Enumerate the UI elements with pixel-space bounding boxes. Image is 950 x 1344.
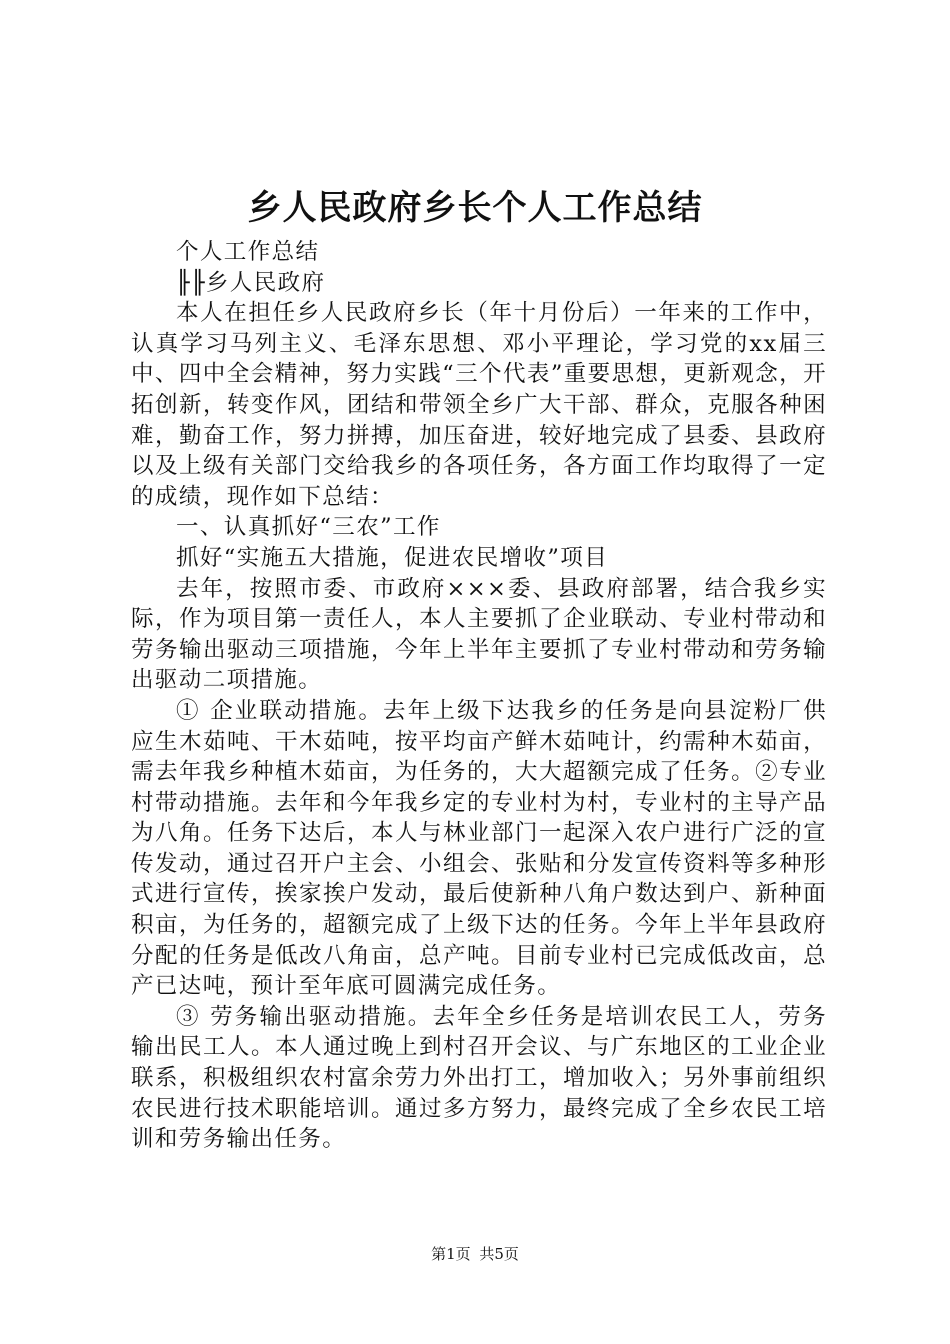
paragraph-intro: 本人在担任乡人民政府乡长（年十月份后）一年来的工作中，认真学习马列主义、毛泽东思想、邓小平理论，学习党的xx届三中、四中全会精神，努力实践“三个代表”重要思想，更新观念，开拓创新，转变作风，团结和带领全乡广大干部、群众，克服各种困难，勤奋工作，努力拼搏，加压奋进，较好地完成了县委、县政府以及上级有关部门交给我乡的各项任务，各方面工作均取得了一定的成绩，现作如下总结：	[131, 300, 827, 510]
paragraph-organization: ╟╟乡人民政府	[176, 269, 326, 296]
section-heading-sannong: 一、认真抓好“三农”工作	[176, 514, 441, 541]
page-total: 共5页	[479, 1245, 519, 1263]
page-number: 第1页	[431, 1245, 471, 1263]
document-body	[131, 237, 827, 1155]
document-title: 乡人民政府乡长个人工作总结	[247, 188, 703, 228]
paragraph-measures-1-2: ① 企业联动措施。去年上级下达我乡的任务是向县淀粉厂供应生木茹吨、干木茹吨，按平均亩产鲜木茹吨计，约需种木茹亩，需去年我乡种植木茹亩，为任务的，大大超额完成了任务。②专业村带动措施。去年和今年我乡定的专业村为村，专业村的主导产品为八角。任务下达后，本人与林业部门一起深入农户进行广泛的宣传发动，通过召开户主会、小组会、张贴和分发宣传资料等多种形式进行宣传，挨家挨户发动，最后使新种八角户数达到户、新种面积亩，为任务的，超额完成了上级下达的任务。今年上半年县政府分配的任务是低改八角亩，总产吨。目前专业村已完成低改亩，总产已达吨，预计至年底可圆满完成任务。	[131, 697, 827, 1000]
subheading-project: 抓好“实施五大措施，促进农民增收”项目	[176, 544, 609, 571]
paragraph-measure-3: ③ 劳务输出驱动措施。去年全乡任务是培训农民工人，劳务输出民工人。本人通过晚上到村召开会议、与广东地区的工业企业联系，积极组织农村富余劳力外出打工，增加收入；另外事前组织农民进行技术职能培训。通过多方努力，最终完成了全乡农民工培训和劳务输出任务。	[131, 1003, 827, 1153]
page-footer	[0, 1244, 950, 1264]
paragraph-subtitle: 个人工作总结	[176, 239, 320, 265]
paragraph-last-year: 去年，按照市委、市政府×××委、县政府部署，结合我乡实际，作为项目第一责任人，本人主要抓了企业联动、专业村带动和劳务输出驱动三项措施，今年上半年主要抓了专业村带动和劳务输出驱动二项措施。	[131, 575, 827, 694]
